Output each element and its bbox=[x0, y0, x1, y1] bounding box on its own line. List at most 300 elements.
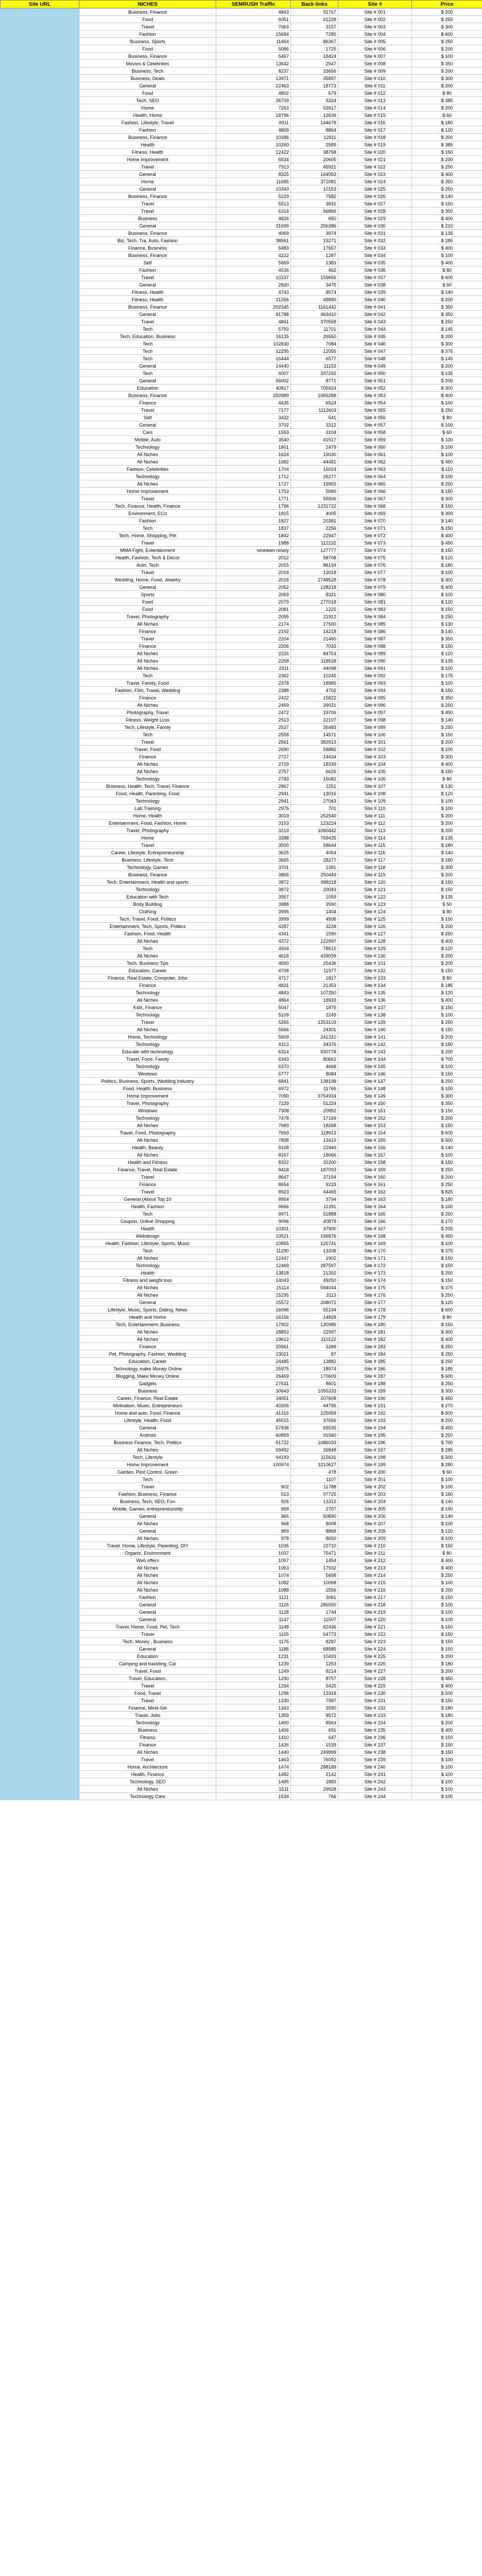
niche-cell[interactable]: Home and auto, Food, Finance bbox=[79, 1409, 216, 1417]
site-number-cell[interactable]: Site # 108 bbox=[338, 790, 412, 797]
site-url-cell[interactable] bbox=[1, 1778, 79, 1785]
site-url-cell[interactable] bbox=[1, 1432, 79, 1439]
price-cell[interactable]: $ 150 bbox=[412, 1277, 482, 1284]
price-cell[interactable]: $ 350 bbox=[412, 311, 482, 318]
traffic-cell[interactable]: 3625 bbox=[216, 849, 291, 856]
site-number-cell[interactable]: Site # 174 bbox=[338, 1277, 412, 1284]
site-url-cell[interactable] bbox=[1, 746, 79, 753]
price-cell[interactable]: $ 180 bbox=[412, 561, 482, 569]
site-url-cell[interactable] bbox=[1, 1697, 79, 1704]
backlinks-cell[interactable]: 766 bbox=[291, 1793, 338, 1800]
site-number-cell[interactable]: Site # 169 bbox=[338, 1240, 412, 1247]
traffic-cell[interactable]: 1842 bbox=[216, 532, 291, 539]
backlinks-cell[interactable]: 1059 bbox=[291, 893, 338, 901]
price-cell[interactable]: $ 100 bbox=[412, 665, 482, 672]
price-cell[interactable]: $ 145 bbox=[412, 355, 482, 362]
traffic-cell[interactable]: 2727 bbox=[216, 753, 291, 761]
site-url-cell[interactable] bbox=[1, 790, 79, 797]
price-cell[interactable]: $ 200 bbox=[412, 923, 482, 930]
price-cell[interactable]: $ 375 bbox=[412, 348, 482, 355]
site-url-cell[interactable] bbox=[1, 119, 79, 126]
price-cell[interactable]: $ 100 bbox=[412, 443, 482, 451]
site-number-cell[interactable]: Site # 200 bbox=[338, 1468, 412, 1476]
traffic-cell[interactable]: 20561 bbox=[216, 1343, 291, 1350]
site-url-cell[interactable] bbox=[1, 502, 79, 510]
site-number-cell[interactable]: Site # 225 bbox=[338, 1653, 412, 1660]
site-url-cell[interactable] bbox=[1, 421, 79, 429]
price-cell[interactable]: $ 350 bbox=[412, 303, 482, 311]
traffic-cell[interactable]: 2362 bbox=[216, 672, 291, 679]
backlinks-cell[interactable]: 12055 bbox=[291, 348, 338, 355]
niche-cell[interactable]: Finance bbox=[79, 753, 216, 761]
niche-cell[interactable]: Travel bbox=[79, 407, 216, 414]
site-number-cell[interactable]: Site # 035 bbox=[338, 259, 412, 267]
traffic-cell[interactable]: 34051 bbox=[216, 1395, 291, 1402]
site-number-cell[interactable]: Site # 102 bbox=[338, 746, 412, 753]
niche-cell[interactable]: Travel bbox=[79, 1173, 216, 1181]
niche-cell[interactable]: Food bbox=[79, 598, 216, 606]
backlinks-cell[interactable]: 22947 bbox=[291, 532, 338, 539]
site-url-cell[interactable] bbox=[1, 635, 79, 643]
site-number-cell[interactable]: Site # 226 bbox=[338, 1660, 412, 1667]
backlinks-cell[interactable]: 8771 bbox=[291, 377, 338, 384]
price-cell[interactable]: $ 150 bbox=[412, 1159, 482, 1166]
traffic-cell[interactable]: 18796 bbox=[216, 112, 291, 119]
backlinks-cell[interactable]: 2479 bbox=[291, 443, 338, 451]
backlinks-cell[interactable]: 144678 bbox=[291, 119, 338, 126]
site-url-cell[interactable] bbox=[1, 1100, 79, 1107]
site-url-cell[interactable] bbox=[1, 820, 79, 827]
traffic-cell[interactable]: 3702 bbox=[216, 421, 291, 429]
niche-cell[interactable]: Finance bbox=[79, 1343, 216, 1350]
price-cell[interactable]: $ 250 bbox=[412, 480, 482, 488]
traffic-cell[interactable]: 2204 bbox=[216, 635, 291, 643]
backlinks-cell[interactable]: 8008 bbox=[291, 1520, 338, 1527]
backlinks-cell[interactable]: 2142 bbox=[291, 1771, 338, 1778]
site-url-cell[interactable] bbox=[1, 569, 79, 576]
site-number-cell[interactable]: Site # 234 bbox=[338, 1719, 412, 1726]
traffic-cell[interactable]: 14043 bbox=[216, 1277, 291, 1284]
site-number-cell[interactable]: Site # 103 bbox=[338, 753, 412, 761]
site-number-cell[interactable]: Site # 078 bbox=[338, 576, 412, 584]
site-url-cell[interactable] bbox=[1, 112, 79, 119]
traffic-cell[interactable]: 4650 bbox=[216, 960, 291, 967]
site-number-cell[interactable]: Site # 130 bbox=[338, 952, 412, 960]
backlinks-cell[interactable]: 208072 bbox=[291, 1299, 338, 1306]
site-number-cell[interactable]: Site # 208 bbox=[338, 1527, 412, 1535]
backlinks-cell[interactable]: 13018 bbox=[291, 569, 338, 576]
niche-cell[interactable]: Food bbox=[79, 16, 216, 23]
traffic-cell[interactable]: 4826 bbox=[216, 215, 291, 222]
traffic-cell[interactable]: 2079 bbox=[216, 598, 291, 606]
backlinks-cell[interactable]: 3312 bbox=[291, 421, 338, 429]
site-number-cell[interactable]: Site # 155 bbox=[338, 1137, 412, 1144]
backlinks-cell[interactable]: 14218 bbox=[291, 628, 338, 635]
site-number-cell[interactable]: Site # 160 bbox=[338, 1173, 412, 1181]
site-number-cell[interactable]: Site # 101 bbox=[338, 738, 412, 746]
site-number-cell[interactable]: Site # 188 bbox=[338, 1380, 412, 1387]
traffic-cell[interactable]: 5609 bbox=[216, 1033, 291, 1041]
backlinks-cell[interactable]: 32200 bbox=[291, 1159, 338, 1166]
backlinks-cell[interactable]: 1590 bbox=[291, 930, 338, 937]
backlinks-cell[interactable]: 3228 bbox=[291, 923, 338, 930]
site-number-cell[interactable]: Site # 003 bbox=[338, 23, 412, 31]
backlinks-cell[interactable]: 19955 bbox=[291, 480, 338, 488]
site-number-cell[interactable]: Site # 067 bbox=[338, 495, 412, 502]
niche-cell[interactable]: General bbox=[79, 82, 216, 90]
traffic-cell[interactable]: 5229 bbox=[216, 193, 291, 200]
traffic-cell[interactable]: 978 bbox=[216, 1535, 291, 1542]
traffic-cell[interactable]: 2015 bbox=[216, 561, 291, 569]
price-cell[interactable]: $ 100 bbox=[412, 1203, 482, 1210]
traffic-cell[interactable]: 1148 bbox=[216, 1623, 291, 1631]
traffic-cell[interactable]: 8325 bbox=[216, 171, 291, 178]
backlinks-cell[interactable]: 10433 bbox=[291, 1653, 338, 1660]
traffic-cell[interactable]: 7063 bbox=[216, 23, 291, 31]
backlinks-cell[interactable]: 647 bbox=[291, 1734, 338, 1741]
traffic-cell[interactable]: 10237 bbox=[216, 274, 291, 281]
backlinks-cell[interactable]: 18965 bbox=[291, 679, 338, 687]
site-number-cell[interactable]: Site # 012 bbox=[338, 90, 412, 97]
traffic-cell[interactable]: 7898 bbox=[216, 1137, 291, 1144]
price-cell[interactable]: $ 100 bbox=[412, 252, 482, 259]
site-number-cell[interactable]: Site # 134 bbox=[338, 982, 412, 989]
backlinks-cell[interactable]: 21912 bbox=[291, 613, 338, 620]
site-url-cell[interactable] bbox=[1, 1387, 79, 1395]
niche-cell[interactable]: Finance bbox=[79, 643, 216, 650]
backlinks-cell[interactable]: 8601 bbox=[291, 1380, 338, 1387]
price-cell[interactable]: $ 180 bbox=[412, 1712, 482, 1719]
site-number-cell[interactable]: Site # 175 bbox=[338, 1284, 412, 1291]
niche-cell[interactable]: Mobile, Games, entrepreneurship bbox=[79, 1505, 216, 1513]
site-url-cell[interactable] bbox=[1, 1704, 79, 1712]
traffic-cell[interactable]: 38561 bbox=[216, 237, 291, 244]
traffic-cell[interactable]: 6051 bbox=[216, 16, 291, 23]
site-number-cell[interactable]: Site # 170 bbox=[338, 1247, 412, 1255]
site-url-cell[interactable] bbox=[1, 1424, 79, 1432]
site-url-cell[interactable] bbox=[1, 1122, 79, 1129]
site-number-cell[interactable]: Site # 122 bbox=[338, 893, 412, 901]
traffic-cell[interactable]: 3153 bbox=[216, 820, 291, 827]
niche-cell[interactable]: Business, Tech bbox=[79, 67, 216, 75]
niche-cell[interactable]: Tech, Money , Business bbox=[79, 1638, 216, 1645]
niche-cell[interactable]: Fitness, Health bbox=[79, 296, 216, 303]
traffic-cell[interactable]: 2311 bbox=[216, 665, 291, 672]
site-url-cell[interactable] bbox=[1, 392, 79, 399]
niche-cell[interactable]: Organic, Environment bbox=[79, 1549, 216, 1557]
site-number-cell[interactable]: Site # 032 bbox=[338, 237, 412, 244]
niche-cell[interactable]: Entertainment, Food, Fashion, Home bbox=[79, 820, 216, 827]
price-cell[interactable]: $ 100 bbox=[412, 1011, 482, 1019]
site-number-cell[interactable]: Site # 163 bbox=[338, 1196, 412, 1203]
niche-cell[interactable]: Travel bbox=[79, 539, 216, 547]
niche-cell[interactable]: Pet, Photography, Fashion, Wedding bbox=[79, 1350, 216, 1358]
backlinks-cell[interactable]: 11788 bbox=[291, 1483, 338, 1491]
site-number-cell[interactable]: Site # 237 bbox=[338, 1741, 412, 1749]
price-cell[interactable]: $ 825 bbox=[412, 1188, 482, 1196]
niche-cell[interactable]: Travel bbox=[79, 23, 216, 31]
niche-cell[interactable]: All Niches bbox=[79, 996, 216, 1004]
site-url-cell[interactable] bbox=[1, 141, 79, 149]
price-cell[interactable]: $ 200 bbox=[412, 45, 482, 53]
backlinks-cell[interactable]: 11977 bbox=[291, 967, 338, 974]
price-cell[interactable]: $ 150 bbox=[412, 149, 482, 156]
traffic-cell[interactable]: 1175 bbox=[216, 1638, 291, 1645]
niche-cell[interactable]: Self bbox=[79, 259, 216, 267]
price-cell[interactable]: $ 120 bbox=[412, 598, 482, 606]
niche-cell[interactable]: Travel bbox=[79, 1682, 216, 1690]
niche-cell[interactable]: Business, Finance bbox=[79, 392, 216, 399]
backlinks-cell[interactable]: 84753 bbox=[291, 650, 338, 657]
backlinks-cell[interactable]: 463410 bbox=[291, 311, 338, 318]
site-number-cell[interactable]: Site # 162 bbox=[338, 1188, 412, 1196]
backlinks-cell[interactable]: 1253103 bbox=[291, 1019, 338, 1026]
site-url-cell[interactable] bbox=[1, 156, 79, 163]
price-cell[interactable]: $ 135 bbox=[412, 834, 482, 842]
site-url-cell[interactable] bbox=[1, 1601, 79, 1608]
backlinks-cell[interactable]: 91560 bbox=[291, 1432, 338, 1439]
traffic-cell[interactable]: 2941 bbox=[216, 797, 291, 805]
niche-cell[interactable]: Business, Finance bbox=[79, 193, 216, 200]
site-url-cell[interactable] bbox=[1, 1468, 79, 1476]
site-number-cell[interactable]: Site # 151 bbox=[338, 1107, 412, 1114]
traffic-cell[interactable]: 4809 bbox=[216, 126, 291, 134]
site-url-cell[interactable] bbox=[1, 1771, 79, 1778]
site-url-cell[interactable] bbox=[1, 75, 79, 82]
site-url-cell[interactable] bbox=[1, 1712, 79, 1719]
site-url-cell[interactable] bbox=[1, 1350, 79, 1358]
price-cell[interactable]: $ 135 bbox=[412, 893, 482, 901]
site-number-cell[interactable]: Site # 021 bbox=[338, 156, 412, 163]
traffic-cell[interactable]: 2690 bbox=[216, 746, 291, 753]
price-cell[interactable]: $ 200 bbox=[412, 1173, 482, 1181]
site-number-cell[interactable]: Site # 024 bbox=[338, 178, 412, 185]
niche-cell[interactable]: General bbox=[79, 281, 216, 289]
site-url-cell[interactable] bbox=[1, 1306, 79, 1314]
site-number-cell[interactable]: Site # 137 bbox=[338, 1004, 412, 1011]
price-cell[interactable]: $ 250 bbox=[412, 1380, 482, 1387]
niche-cell[interactable]: Lab Training bbox=[79, 805, 216, 812]
niche-cell[interactable]: Travel, Family, Food bbox=[79, 679, 216, 687]
niche-cell[interactable]: Technology bbox=[79, 1719, 216, 1726]
header-price[interactable]: Price bbox=[412, 1, 482, 8]
site-url-cell[interactable] bbox=[1, 1763, 79, 1771]
traffic-cell[interactable]: 61722 bbox=[216, 1439, 291, 1446]
niche-cell[interactable]: Finance, Travel, Real Estate bbox=[79, 1166, 216, 1173]
site-number-cell[interactable]: Site # 018 bbox=[338, 134, 412, 141]
backlinks-cell[interactable]: 2556 bbox=[291, 1586, 338, 1594]
site-url-cell[interactable] bbox=[1, 937, 79, 945]
traffic-cell[interactable]: 7090 bbox=[216, 1092, 291, 1100]
price-cell[interactable]: $ 80 bbox=[412, 1549, 482, 1557]
site-url-cell[interactable] bbox=[1, 1608, 79, 1616]
site-number-cell[interactable]: Site # 140 bbox=[338, 1026, 412, 1033]
site-url-cell[interactable] bbox=[1, 598, 79, 606]
price-cell[interactable]: $ 150 bbox=[412, 1749, 482, 1756]
site-number-cell[interactable]: Site # 192 bbox=[338, 1409, 412, 1417]
traffic-cell[interactable]: 10855 bbox=[216, 1240, 291, 1247]
backlinks-cell[interactable]: 22710 bbox=[291, 1542, 338, 1549]
backlinks-cell[interactable]: 80662 bbox=[291, 1055, 338, 1063]
site-url-cell[interactable] bbox=[1, 1373, 79, 1380]
price-cell[interactable]: $ 80 bbox=[412, 1314, 482, 1321]
site-number-cell[interactable]: Site # 046 bbox=[338, 340, 412, 348]
site-url-cell[interactable] bbox=[1, 886, 79, 893]
niche-cell[interactable]: Travel, Food, Photography bbox=[79, 1129, 216, 1137]
traffic-cell[interactable]: 2095 bbox=[216, 613, 291, 620]
site-url-cell[interactable] bbox=[1, 1078, 79, 1085]
site-number-cell[interactable]: Site # 007 bbox=[338, 53, 412, 60]
price-cell[interactable]: $ 100 bbox=[412, 591, 482, 598]
site-url-cell[interactable] bbox=[1, 208, 79, 215]
traffic-cell[interactable]: 4372 bbox=[216, 937, 291, 945]
site-url-cell[interactable] bbox=[1, 1564, 79, 1572]
backlinks-cell[interactable]: 15822 bbox=[291, 694, 338, 702]
price-cell[interactable]: $ 400 bbox=[412, 1564, 482, 1572]
price-cell[interactable]: $ 200 bbox=[412, 820, 482, 827]
traffic-cell[interactable]: 23021 bbox=[216, 1350, 291, 1358]
site-number-cell[interactable]: Site # 185 bbox=[338, 1358, 412, 1365]
site-url-cell[interactable] bbox=[1, 1151, 79, 1159]
site-url-cell[interactable] bbox=[1, 267, 79, 274]
site-url-cell[interactable] bbox=[1, 488, 79, 495]
niche-cell[interactable]: Travel bbox=[79, 163, 216, 171]
niche-cell[interactable]: Travel, Food, Family bbox=[79, 1055, 216, 1063]
price-cell[interactable]: $ 120 bbox=[412, 126, 482, 134]
backlinks-cell[interactable]: 22997 bbox=[291, 1328, 338, 1336]
traffic-cell[interactable]: 16156 bbox=[216, 1314, 291, 1321]
niche-cell[interactable]: General bbox=[79, 584, 216, 591]
header-niches[interactable]: NICHES bbox=[79, 1, 216, 8]
price-cell[interactable]: $ 100 bbox=[412, 679, 482, 687]
backlinks-cell[interactable]: 18424 bbox=[291, 53, 338, 60]
niche-cell[interactable]: Self bbox=[79, 414, 216, 421]
niche-cell[interactable]: Fashion, Celebrities bbox=[79, 466, 216, 473]
traffic-cell[interactable]: 9666 bbox=[216, 1203, 291, 1210]
niche-cell[interactable]: Home Improvement bbox=[79, 156, 216, 163]
traffic-cell[interactable]: 1036 bbox=[216, 1542, 291, 1549]
site-number-cell[interactable]: Site # 206 bbox=[338, 1513, 412, 1520]
price-cell[interactable]: $ 200 bbox=[412, 333, 482, 340]
price-cell[interactable]: $ 300 bbox=[412, 495, 482, 502]
price-cell[interactable]: $ 450 bbox=[412, 1395, 482, 1402]
price-cell[interactable]: $ 170 bbox=[412, 1218, 482, 1225]
niche-cell[interactable]: Sports bbox=[79, 591, 216, 598]
price-cell[interactable]: $ 200 bbox=[412, 1033, 482, 1041]
site-number-cell[interactable]: Site # 231 bbox=[338, 1697, 412, 1704]
niche-cell[interactable]: Travel bbox=[79, 1697, 216, 1704]
backlinks-cell[interactable]: 97725 bbox=[291, 1491, 338, 1498]
backlinks-cell[interactable]: 3210627 bbox=[291, 1461, 338, 1468]
backlinks-cell[interactable]: 22107 bbox=[291, 716, 338, 724]
niche-cell[interactable]: All Niches bbox=[79, 1446, 216, 1454]
site-url-cell[interactable] bbox=[1, 1262, 79, 1269]
site-number-cell[interactable]: Site # 153 bbox=[338, 1122, 412, 1129]
backlinks-cell[interactable]: 3590 bbox=[291, 1704, 338, 1712]
traffic-cell[interactable]: 1330 bbox=[216, 1697, 291, 1704]
backlinks-cell[interactable]: 3475 bbox=[291, 281, 338, 289]
traffic-cell[interactable]: 8108 bbox=[216, 1144, 291, 1151]
niche-cell[interactable]: Environment, ECo bbox=[79, 510, 216, 517]
niche-cell[interactable]: Education bbox=[79, 1653, 216, 1660]
traffic-cell[interactable]: 958 bbox=[216, 1505, 291, 1513]
site-url-cell[interactable] bbox=[1, 1196, 79, 1203]
backlinks-cell[interactable]: 2748528 bbox=[291, 576, 338, 584]
backlinks-cell[interactable]: 10245 bbox=[291, 672, 338, 679]
price-cell[interactable]: $ 60 bbox=[412, 281, 482, 289]
site-url-cell[interactable] bbox=[1, 1675, 79, 1682]
price-cell[interactable]: $ 250 bbox=[412, 1269, 482, 1277]
traffic-cell[interactable]: 13971 bbox=[216, 75, 291, 82]
niche-cell[interactable]: Finance bbox=[79, 628, 216, 635]
site-url-cell[interactable] bbox=[1, 1240, 79, 1247]
niche-cell[interactable]: All Niches bbox=[79, 1572, 216, 1579]
niche-cell[interactable]: Business, Sports bbox=[79, 38, 216, 45]
backlinks-cell[interactable]: 20952 bbox=[291, 1107, 338, 1114]
backlinks-cell[interactable]: 769435 bbox=[291, 834, 338, 842]
site-number-cell[interactable]: Site # 142 bbox=[338, 1041, 412, 1048]
niche-cell[interactable]: Movies & Celebrities bbox=[79, 60, 216, 67]
backlinks-cell[interactable]: 22949 bbox=[291, 1144, 338, 1151]
price-cell[interactable]: $ 110 bbox=[412, 466, 482, 473]
site-url-cell[interactable] bbox=[1, 1542, 79, 1549]
site-number-cell[interactable]: Site # 013 bbox=[338, 97, 412, 104]
niche-cell[interactable]: Tech, Lifestyle bbox=[79, 1454, 216, 1461]
traffic-cell[interactable]: 16096 bbox=[216, 1306, 291, 1314]
price-cell[interactable]: $ 250 bbox=[412, 1078, 482, 1085]
site-url-cell[interactable] bbox=[1, 613, 79, 620]
price-cell[interactable]: $ 150 bbox=[412, 856, 482, 864]
site-url-cell[interactable] bbox=[1, 1166, 79, 1173]
backlinks-cell[interactable]: 3831 bbox=[291, 200, 338, 208]
backlinks-cell[interactable]: 249999 bbox=[291, 1749, 338, 1756]
traffic-cell[interactable]: 1988 bbox=[216, 539, 291, 547]
price-cell[interactable]: $ 150 bbox=[412, 1122, 482, 1129]
site-number-cell[interactable]: Site # 214 bbox=[338, 1572, 412, 1579]
price-cell[interactable]: $ 60 bbox=[412, 112, 482, 119]
site-url-cell[interactable] bbox=[1, 1483, 79, 1491]
niche-cell[interactable]: All Niches bbox=[79, 1328, 216, 1336]
backlinks-cell[interactable]: 1060442 bbox=[291, 827, 338, 834]
traffic-cell[interactable]: 2018 bbox=[216, 569, 291, 576]
site-number-cell[interactable]: Site # 054 bbox=[338, 399, 412, 407]
niche-cell[interactable]: Travel, Education, bbox=[79, 1675, 216, 1682]
niche-cell[interactable]: Business bbox=[79, 215, 216, 222]
traffic-cell[interactable]: 913 bbox=[216, 1491, 291, 1498]
site-number-cell[interactable]: Site # 068 bbox=[338, 502, 412, 510]
niche-cell[interactable]: Business bbox=[79, 1726, 216, 1734]
site-number-cell[interactable]: Site # 141 bbox=[338, 1033, 412, 1041]
price-cell[interactable]: $ 200 bbox=[412, 827, 482, 834]
site-url-cell[interactable] bbox=[1, 716, 79, 724]
traffic-cell[interactable]: 13642 bbox=[216, 60, 291, 67]
traffic-cell[interactable]: 969 bbox=[216, 1527, 291, 1535]
price-cell[interactable]: $ 135 bbox=[412, 657, 482, 665]
backlinks-cell[interactable]: 286550 bbox=[291, 1601, 338, 1608]
site-number-cell[interactable]: Site # 074 bbox=[338, 547, 412, 554]
site-url-cell[interactable] bbox=[1, 1291, 79, 1299]
site-number-cell[interactable]: Site # 126 bbox=[338, 923, 412, 930]
site-number-cell[interactable]: Site # 220 bbox=[338, 1616, 412, 1623]
traffic-cell[interactable]: 3701 bbox=[216, 864, 291, 871]
site-number-cell[interactable]: Site # 131 bbox=[338, 960, 412, 967]
niche-cell[interactable]: Fashion, Food, Health bbox=[79, 930, 216, 937]
niche-cell[interactable]: Business, Finance bbox=[79, 53, 216, 60]
site-number-cell[interactable]: Site # 190 bbox=[338, 1395, 412, 1402]
niche-cell[interactable]: General bbox=[79, 1513, 216, 1520]
backlinks-cell[interactable]: 10068 bbox=[291, 1579, 338, 1586]
traffic-cell[interactable]: 1704 bbox=[216, 466, 291, 473]
